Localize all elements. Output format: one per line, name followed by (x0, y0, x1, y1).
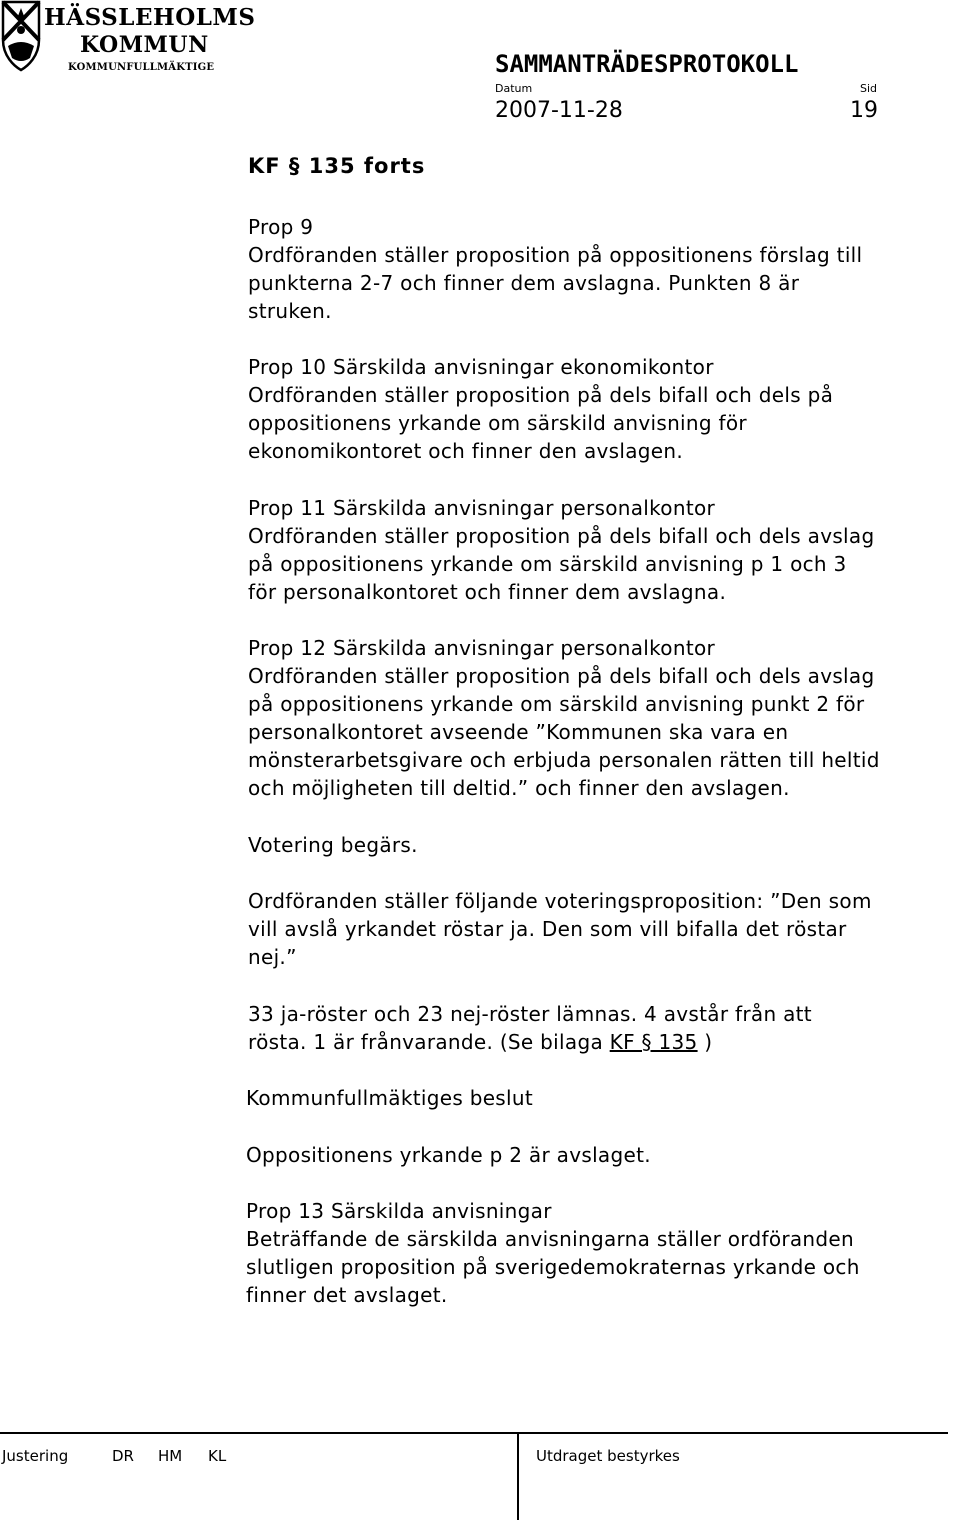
text-line: för personalkontoret och finner dem avslagna. (248, 580, 727, 604)
text-line (248, 1028, 712, 1057)
text-line: Ordföranden ställer proposition på dels bifall och dels avslag (248, 664, 875, 688)
footer-divider (0, 1432, 948, 1434)
text-line: och möjligheten till deltid.” och finner den avslagen. (248, 776, 790, 800)
text-line: oppositionens yrkande om särskild anvisning för (248, 411, 747, 435)
text-line: 33 ja-röster och 23 nej-röster lämnas. 4 avstår från att (248, 1002, 812, 1026)
municipality-logo (0, 0, 256, 80)
certified-extract-label: Utdraget bestyrkes (536, 1447, 680, 1465)
text-line: på oppositionens yrkande om särskild anvisning punkt 2 för (248, 692, 865, 716)
logo-name-line1: HÄSSLEHOLMS (44, 4, 256, 31)
logo-name-line2: KOMMUN (80, 32, 209, 58)
signature-initials: KL (208, 1447, 227, 1465)
text-line: på oppositionens yrkande om särskild anvisning p 1 och 3 (248, 552, 847, 576)
signature-initials: HM (158, 1447, 183, 1465)
text-line: Prop 9 (248, 215, 314, 239)
text-line: Prop 13 Särskilda anvisningar (246, 1199, 552, 1223)
page-number: 19 (850, 98, 878, 123)
text-line: personalkontoret avseende ”Kommunen ska vara en (248, 720, 789, 744)
page-label: Sid (860, 82, 878, 95)
justering-label: Justering (2, 1447, 69, 1465)
text-line: Prop 11 Särskilda anvisningar personalkontor (248, 496, 716, 520)
footer-column-divider (517, 1432, 519, 1520)
text-line: ekonomikontoret och finner den avslagen. (248, 439, 683, 463)
text-segment: ) (697, 1030, 713, 1054)
text-line: Ordföranden ställer proposition på dels bifall och dels avslag (248, 524, 875, 548)
section-heading: KF § 135 forts (248, 154, 426, 178)
date-label: Datum (495, 82, 533, 95)
logo-subtitle: KOMMUNFULLMÄKTIGE (68, 62, 215, 73)
text-line: finner det avslaget. (246, 1283, 448, 1307)
text-line: Ordföranden ställer proposition på oppositionens förslag till (248, 243, 863, 267)
text-line: nej.” (248, 945, 297, 969)
text-line: Oppositionens yrkande p 2 är avslaget. (246, 1143, 651, 1167)
text-line: Beträffande de särskilda anvisningarna ställer ordföranden (246, 1227, 854, 1251)
text-segment: rösta. 1 är frånvarande. (Se bilaga (248, 1030, 610, 1054)
text-line: Prop 10 Särskilda anvisningar ekonomikontor (248, 355, 714, 379)
decision-heading: Kommunfullmäktiges beslut (246, 1086, 533, 1110)
signature-initials: DR (112, 1447, 134, 1465)
text-line: vill avslå yrkandet röstar ja. Den som vill bifalla det röstar (248, 917, 847, 941)
text-line: Ordföranden ställer proposition på dels bifall och dels på (248, 383, 834, 407)
text-line: slutligen proposition på sverigedemokraternas yrkande och (246, 1255, 860, 1279)
meeting-date: 2007-11-28 (495, 98, 623, 123)
text-line: struken. (248, 299, 332, 323)
coat-of-arms-icon (0, 0, 42, 72)
appendix-link[interactable]: KF § 135 (609, 1030, 698, 1054)
text-line: Ordföranden ställer följande voteringsproposition: ”Den som (248, 889, 872, 913)
document-title: SAMMANTRÄDESPROTOKOLL (495, 50, 799, 78)
text-line: Prop 12 Särskilda anvisningar personalkontor (248, 636, 716, 660)
text-line: Votering begärs. (248, 833, 418, 857)
text-line: mönsterarbetsgivare och erbjuda personalen rätten till heltid (248, 748, 880, 772)
text-line: punkterna 2-7 och finner dem avslagna. Punkten 8 är (248, 271, 800, 295)
